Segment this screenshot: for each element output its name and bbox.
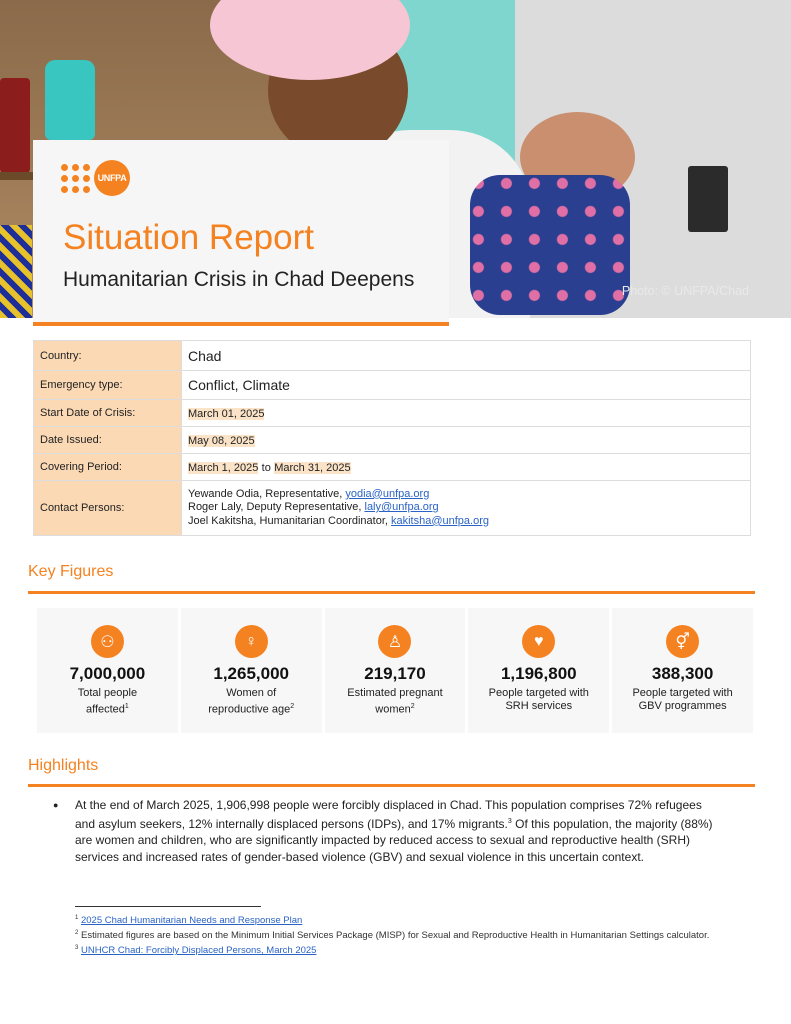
footnote-item: $^3$ UNHCR Chad: Forcibly Displaced Persons, March 2025 xyxy=(75,945,317,957)
date-issued-label: Date Issued: xyxy=(34,427,182,454)
period-end: March 31, 2025 xyxy=(274,462,351,474)
key-figures-panel xyxy=(37,608,753,733)
contact-persons-label: Contact Persons: xyxy=(34,481,182,536)
key-figure-card xyxy=(468,608,609,733)
table-row xyxy=(34,400,751,427)
figure-value: 1,196,800 xyxy=(500,664,577,683)
footnote-item: $^1$ 2025 Chad Humanitarian Needs and Response Plan xyxy=(75,915,303,927)
highlights-list xyxy=(53,797,723,865)
figure-label: People targeted with GBV programmes xyxy=(632,687,733,712)
women-icon: ♀ xyxy=(235,625,268,658)
key-figures-heading: Key Figures xyxy=(28,563,114,580)
table-row xyxy=(34,454,751,481)
table-row xyxy=(34,371,751,400)
photo-credit: Photo: © UNFPA/Chad xyxy=(621,284,749,298)
covering-period-label: Covering Period: xyxy=(34,454,182,481)
key-figure-card xyxy=(612,608,753,733)
logo-mark: UNFPA xyxy=(94,160,130,196)
gender-symbol-icon: ⚥ xyxy=(666,625,699,658)
key-figure-card xyxy=(37,608,178,733)
heart-hand-icon: ♥ xyxy=(522,625,555,658)
country-label: Country: xyxy=(34,341,182,371)
table-row xyxy=(34,427,751,454)
figure-value: 219,170 xyxy=(364,664,426,683)
page-subtitle: Humanitarian Crisis in Chad Deepens xyxy=(63,268,415,291)
table-row xyxy=(34,341,751,371)
pregnant-woman-icon: ♙ xyxy=(378,625,411,658)
contact-email-link[interactable]: laly@unfpa.org xyxy=(364,501,439,514)
contact-line: Yewande Odia, Representative, yodia@unfpa.org xyxy=(188,487,430,500)
figure-value: 7,000,000 xyxy=(69,664,146,683)
footnotes xyxy=(75,912,725,957)
period-start: March 1, 2025 xyxy=(188,462,259,474)
emergency-type-value: Conflict, Climate xyxy=(182,371,751,400)
highlights-rule xyxy=(28,784,755,787)
figure-label: Estimated pregnant women$^2$ xyxy=(347,687,443,716)
figure-label: Total people affected$^1$ xyxy=(77,687,138,716)
start-date-value: March 01, 2025 xyxy=(188,408,265,420)
key-figure-card xyxy=(181,608,322,733)
country-value: Chad xyxy=(182,341,751,371)
contact-email-link[interactable]: kakitsha@unfpa.org xyxy=(391,514,490,527)
emergency-type-label: Emergency type: xyxy=(34,371,182,400)
logo-dots-icon xyxy=(61,164,90,193)
highlights-heading: Highlights xyxy=(28,757,99,774)
contact-line: Roger Laly, Deputy Representative, laly@unfpa.org xyxy=(188,501,439,514)
people-group-icon: ⚇ xyxy=(91,625,124,658)
footnote-link[interactable]: 2025 Chad Humanitarian Needs and Response Plan xyxy=(80,915,303,927)
figure-label: Women of reproductive age$^2$ xyxy=(208,687,295,716)
key-figure-card xyxy=(325,608,466,733)
report-info-table xyxy=(33,340,751,536)
figure-value: 388,300 xyxy=(651,664,714,683)
period-to-word: to xyxy=(261,462,271,474)
unfpa-logo xyxy=(61,160,130,196)
title-card xyxy=(33,140,449,323)
title-accent-bar xyxy=(33,322,449,326)
table-row xyxy=(34,481,751,536)
start-date-label: Start Date of Crisis: xyxy=(34,400,182,427)
footnote-link[interactable]: UNHCR Chad: Forcibly Displaced Persons, March 2025 xyxy=(80,945,317,957)
figure-label: People targeted with SRH services xyxy=(488,687,589,712)
footnote-divider xyxy=(75,906,261,907)
contact-line: Joel Kakitsha, Humanitarian Coordinator, kakitsha@unfpa.org xyxy=(188,514,490,527)
page-title: Situation Report xyxy=(63,218,314,257)
contact-email-link[interactable]: yodia@unfpa.org xyxy=(345,487,430,500)
key-figures-rule xyxy=(28,591,755,594)
list-item: ● At the end of March 2025, 1,906,998 people were forcibly displaced in Chad. This population comprises 72% refugees and asylum seekers, 12% internally displaced persons (IDPs), and 17% migrants.$^3$ Of this population, the majority (88%) are women and children, who are significantly impacted by reduced access to sexual and reproductive health (SRH) services and increased rates of gender-based violence (GBV) and sexual violence in this uncertain context. xyxy=(53,797,723,865)
footnote-item: $^2$ Estimated figures are based on the Minimum Initial Services Package (MISP) for Sexual and Reproductive Health in Humanitarian Settings calculator. xyxy=(75,930,710,942)
date-issued-value: May 08, 2025 xyxy=(188,435,255,447)
figure-value: 1,265,000 xyxy=(213,664,290,683)
